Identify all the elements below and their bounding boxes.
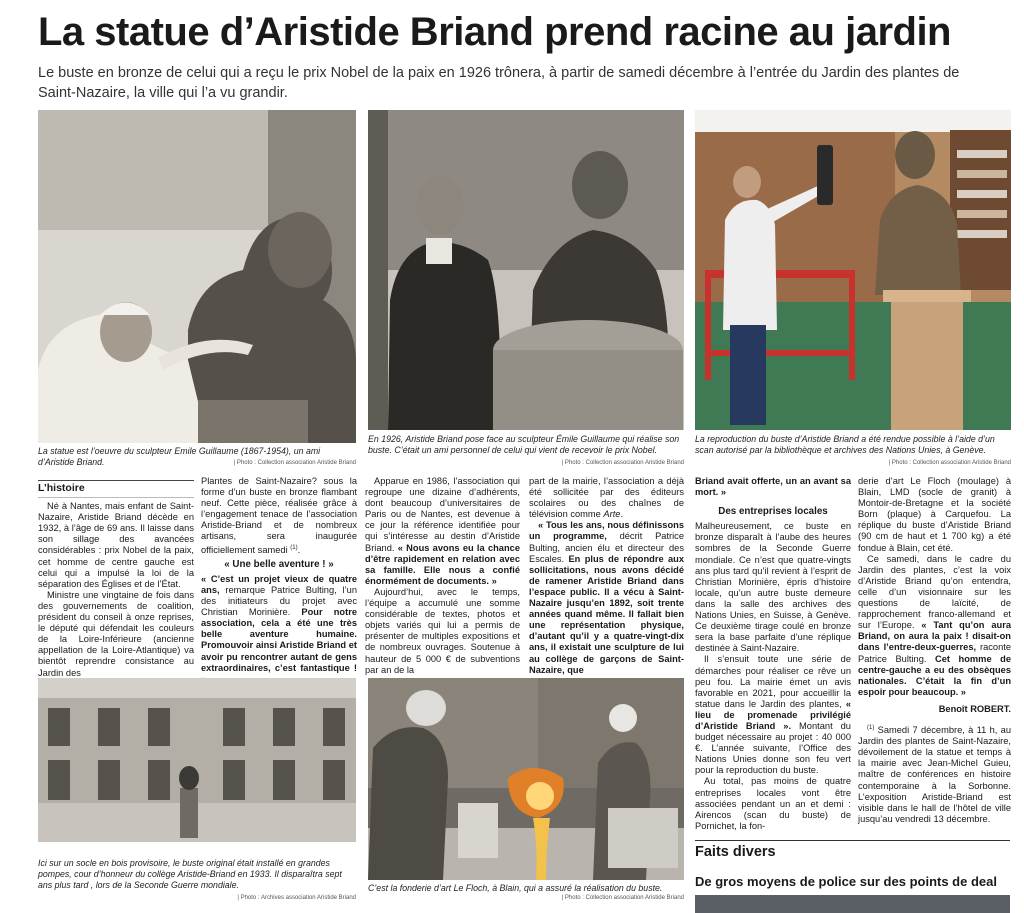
paragraph: Ce samedi, dans le cadre du Jardin des plantes, c’est la voix d’Aristide Briand qu’on entendra, celle d’un visionnaire sur les questions de laïcité, de rapprochement franco-allemand et sur l’Europe. « Tant qu’on aura Briand, on aura la paix ! disait-on dans l’entre-deux-guerres, raconte Patrice Bulting. Cet homme de centre-gauche a eu des obsèques nationales. C’était la fin d’un espoir pour beaucoup. » [858, 553, 1012, 697]
article-column-2 [201, 476, 357, 685]
photo-college-courtyard [38, 678, 356, 842]
article-headline: La statue d’Aristide Briand prend racine au jardin [38, 10, 951, 54]
paragraph: Malheureusement, ce buste en bronze disparaît à l’aube des heures sombres de la Seconde Guerre mondiale. Ce n’est que quatre-vingts ans plus tard qu’il revient à l’esprit de Christian Morinière, épris d’histoire locale, qu’un autre buste demeure dans la salle des archives des Nations Unies, en Suisse, à Genève. Ce deuxième tirage coulé en bronze sera la base parfaite d’une réplique destinée à Saint-Nazaire. [695, 521, 851, 654]
subheading-belle-aventure: « Une belle aventure ! » [224, 558, 334, 570]
article-column-4 [529, 476, 684, 676]
paragraph: Il s’ensuit toute une série de démarches pour réaliser ce rêve un peu fou. La mairie émet un avis favorable en 2021, pour accueillir la statue dans le Jardin des plantes, « lieu de promenade privilégié d’Aristide Briand ». Montant du budget nécessaire au projet : 40 000 €. L’année suivante, l’Office des Nations Unies donne son feu vert pour la reproduction du buste. [695, 654, 851, 776]
paragraph: Au total, pas moins de quatre entreprises locales vont être associées pendant un an et demi : Airencos (scan du buste) de Pornichet, la fon- [695, 776, 851, 831]
faits-divers-photo [695, 895, 1010, 913]
photo-3-credit: | Photo : Collection association Aristide Briand [888, 460, 1011, 466]
paragraph: Apparue en 1986, l’association qui regroupe une dizaine d’adhérents, dont beaucoup d’universitaires de Paris ou de Nantes, est devenue à ce jour la référence identifiée pour qui s’intéresse au destin d’Aristide Briand. « Nous avons eu la chance d’être rapidement en relation avec sa famille. Elle nous a confié énormément de documents. » [365, 476, 520, 586]
photo-4-credit: | Photo : Archives association Aristide Briand [237, 895, 356, 901]
photo-3-caption: La reproduction du buste d’Aristide Briand a été rendue possible à l’aide d’un scan autorisé par la bibliothèque et archives des Nations Unies, à Genève. [695, 434, 995, 455]
photo-foundry-le-floch [368, 678, 684, 880]
photo-1-credit: | Photo : Collection association Aristide Briand [233, 460, 356, 466]
paragraph: part de la mairie, l’association a déjà été sollicitée par des éditeurs scolaires ou des chaînes de télévision comme Arte. [529, 476, 684, 520]
subheading-entreprises-locales: Des entreprises locales [718, 506, 828, 518]
section-title-faits-divers: Faits divers [695, 840, 1010, 860]
author-signature: Benoît ROBERT. [938, 703, 1011, 714]
photo-1-caption: La statue est l’oeuvre du sculpteur Emile Guillaume (1867-1954), un ami d’Aristide Briand. [38, 446, 321, 467]
photo-bust-scan [695, 110, 1011, 430]
paragraph: Ministre une vingtaine de fois dans des gouvernements de coalition, président du conseil à onze reprises, le député qui défendait les couleurs de la Loire-Inférieure (ancienne appellation de la Loire-Atlantique) va bientôt reprendre consistance au Jardin des [38, 589, 194, 678]
faits-divers-section [695, 840, 1010, 889]
paragraph: derie d’art Le Floch (moulage) à Blain, LMD (socle de granit) à Montoir-de-Bretagne et la société Born (plaque) à Carquefou. La réplique du buste d’Aristide Briand (90 cm de haut et 1 700 kg) a été fondue à Blain, cet été. [858, 476, 1011, 553]
faits-divers-headline[interactable]: De gros moyens de police sur des points de deal [695, 874, 997, 889]
photo-5-credit: | Photo : Collection association Aristide Briand [561, 895, 684, 901]
photo-2-credit: | Photo : Collection association Aristide Briand [561, 460, 684, 466]
article-column-5 [695, 476, 851, 832]
photo-briand-posing [368, 110, 684, 430]
footnote: $^{(1)}$ Samedi 7 décembre, à 11 h, au Jardin des plantes de Saint-Nazaire, dévoilement de la statue et temps à la mairie avec Jean-Michel Guieu, maître de conférences en histoire contemporaine à la Sorbonne. L’exposition Aristide-Briand est visible dans le hall de l’hôtel de ville jusqu’au vendredi 13 décembre. [858, 724, 1011, 824]
photo-4-caption: Ici sur un socle en bois provisoire, le buste original était installé en grandes pompes, cour d’honneur du collège Aristide-Briand en 1933. Il disparaîtra sept ans plus tard , lors de la Seconde Guerre mondiale. [38, 858, 342, 890]
photo-5-caption: C’est la fonderie d’art Le Floch, à Blain, qui a assuré la réalisation du buste. [368, 883, 663, 893]
article-column-3 [365, 476, 520, 676]
paragraph: Aujourd’hui, avec le temps, l’équipe a accumulé une somme considérable de textes, photos et objets variés qui lui a permis de présenter de multiples expositions et de nombreux ouvrages. Soutenue à hauteur de 5 000 € de subventions par an de la [365, 586, 520, 675]
paragraph: Né à Nantes, mais enfant de Saint-Nazaire, Aristide Briand décède en 1932, à l’âge de 69 ans. Il laisse dans son sillage des avancées considérables : prix Nobel de la paix, cet homme de centre gauche est celui qui a impulsé la loi de la séparation des Églises et de l’État. [38, 501, 194, 589]
section-tag-histoire: L’histoire [38, 480, 194, 498]
article-column-1 [38, 480, 194, 679]
article-lead: Le buste en bronze de celui qui a reçu le prix Nobel de la paix en 1926 trônera, à partir de samedi décembre à l’entrée du Jardin des plantes de Saint-Nazaire, la ville qui l’a vu grandir. [38, 65, 960, 101]
paragraph: « C’est un projet vieux de quatre ans, remarque Patrice Bulting, l’un des initiateurs du projet avec Christian Morinière. Pour notre association, cela a été une très belle aventure humaine. Promouvoir ainsi Aristide Briand et avoir pu rencontrer autant de gens extraordinaires, c’est fantastique ! [201, 573, 357, 673]
paragraph: Plantes de Saint-Nazaire? sous la forme d’un buste en bronze flambant neuf. Cette pièce, réalisée grâce à l’engagement tenace de l’association Aristide-Briand et de nombreux artisans, sera inaugurée officiellement samedi $^{(1)}$. [201, 476, 357, 555]
photo-2-caption: En 1926, Aristide Briand pose face au sculpteur Émile Guillaume qui réalise son buste. C’était un ami personnel de celui qui vient de recevoir le prix Nobel. [368, 434, 680, 455]
paragraph: Briand avait offerte, un an avant sa mort. » [695, 476, 851, 498]
article-column-6 [858, 476, 1011, 825]
paragraph: « Tous les ans, nous définissons un programme, décrit Patrice Bulting, ancien élu et directeur des Escales. En plus de répondre aux sollicitations, nous avons décidé de ramener Aristide Briand dans l’espace public. Il a vécu à Saint-Nazaire jusqu’en 1892, soit trente années quand même. Il fallait bien une représentation physique, d’autant qu’il y a quatre-vingt-dix ans, il existait une sculpture de lui au collège de garçons de Saint-Nazaire, que [529, 520, 685, 675]
photo-sculptor-bust [38, 110, 356, 443]
